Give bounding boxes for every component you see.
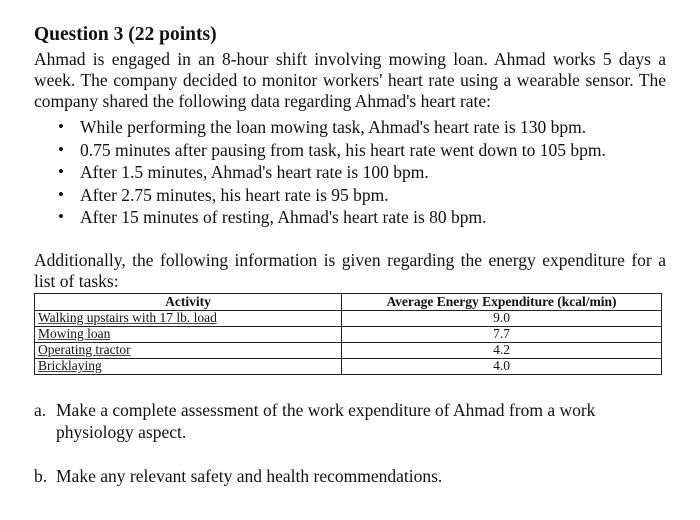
activity-cell: Bricklaying xyxy=(35,358,342,374)
table-row xyxy=(35,342,662,358)
expenditure-cell: 7.7 xyxy=(342,326,662,342)
part-text: Make any relevant safety and health recommendations. xyxy=(56,465,443,486)
bullet-icon: • xyxy=(58,207,64,226)
question-intro: Ahmad is engaged in an 8-hour shift involving mowing loan. Ahmad works 5 days a week. The company decided to monitor workers' heart rate using a wearable sensor. The company shared the following data regarding Ahmad's heart rate: xyxy=(34,49,666,111)
list-item: • After 15 minutes of resting, Ahmad's heart rate is 80 bpm. xyxy=(58,207,487,227)
heart-rate-list xyxy=(34,116,666,229)
bullet-icon: • xyxy=(58,184,64,204)
question-part-b xyxy=(34,465,666,487)
table-row xyxy=(35,358,662,374)
table-header-row xyxy=(35,293,662,310)
part-text: Make a complete assessment of the work expenditure of Ahmad from a work physiology aspect. xyxy=(56,399,596,442)
bullet-icon: • xyxy=(58,139,64,159)
expenditure-cell: 4.0 xyxy=(342,358,662,374)
activity-cell: Mowing loan xyxy=(35,326,342,342)
bullet-icon: • xyxy=(58,117,64,136)
list-item: • After 1.5 minutes, Ahmad's heart rate is 100 bpm. xyxy=(58,162,429,182)
question-parts xyxy=(34,399,666,487)
column-header-expenditure: Average Energy Expenditure (kcal/min) xyxy=(342,293,662,310)
part-label: a. xyxy=(34,399,47,420)
table-row xyxy=(35,326,662,342)
list-item: • 0.75 minutes after pausing from task, his heart rate went down to 105 bpm. xyxy=(58,139,606,160)
question-title: Question 3 (22 points) xyxy=(34,24,217,45)
bullet-icon: • xyxy=(58,162,64,181)
activity-cell: Operating tractor xyxy=(35,342,342,358)
list-item: • After 2.75 minutes, his heart rate is 95 bpm. xyxy=(58,184,389,205)
expenditure-cell: 4.2 xyxy=(342,342,662,358)
energy-expenditure-table xyxy=(34,293,662,375)
part-label: b. xyxy=(34,465,48,486)
activity-cell: Walking upstairs with 17 lb. load xyxy=(35,310,342,326)
question-part-a xyxy=(34,399,666,443)
list-item: • While performing the loan mowing task, Ahmad's heart rate is 130 bpm. xyxy=(58,117,587,137)
table-row xyxy=(35,310,662,326)
column-header-activity: Activity xyxy=(35,293,342,310)
expenditure-cell: 9.0 xyxy=(342,310,662,326)
additional-info: Additionally, the following information is given regarding the energy expenditure for a list of tasks: xyxy=(34,249,666,291)
